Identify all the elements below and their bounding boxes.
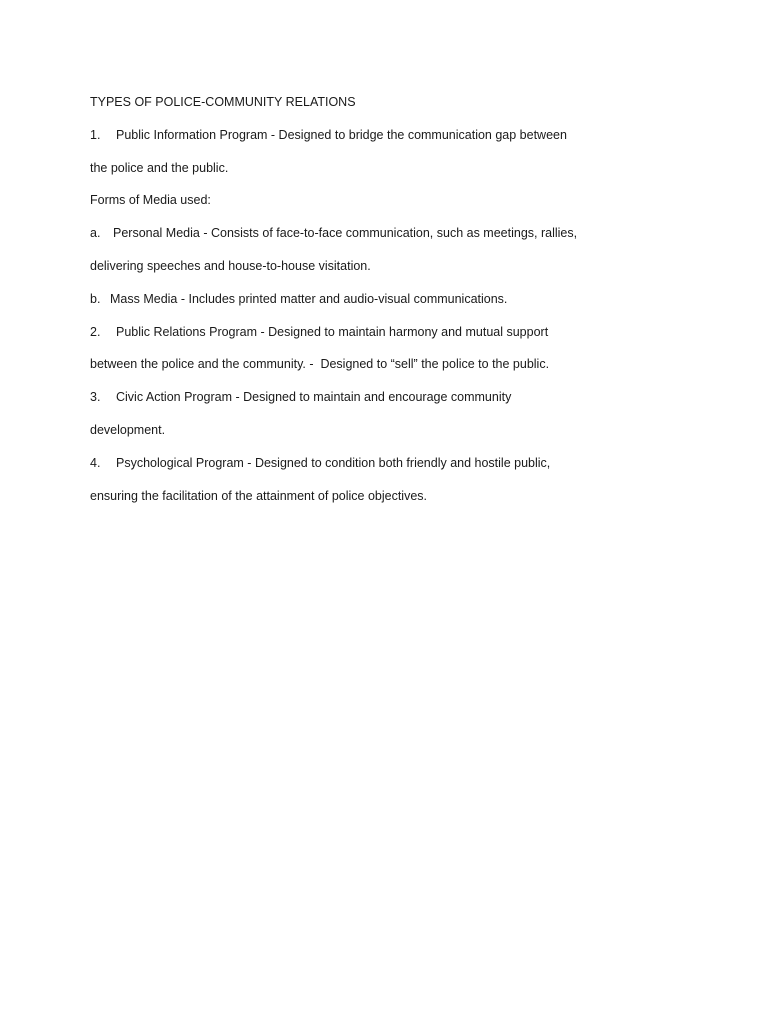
list-item-3-line-1 bbox=[90, 389, 511, 405]
document-title: TYPES OF POLICE-COMMUNITY RELATIONS bbox=[90, 95, 356, 109]
list-marker-4: 4. bbox=[90, 456, 101, 470]
list-item-3-line-2: development. bbox=[90, 423, 166, 437]
list-item-1-line-2: the police and the public. bbox=[90, 161, 229, 175]
list-item-2-line-2: between the police and the community. - Designed to “sell” the police to the public. bbox=[90, 357, 550, 371]
list-item-1-line-1 bbox=[90, 127, 567, 143]
list-marker-3: 3. bbox=[90, 390, 101, 404]
list-item-a-line-1 bbox=[90, 225, 577, 241]
list-item-a-text: Personal Media - Consists of face-to-face communication, such as meetings, rallies, bbox=[113, 226, 578, 240]
list-item-2-text: Public Relations Program - Designed to maintain harmony and mutual support bbox=[116, 325, 549, 339]
list-item-4-text: Psychological Program - Designed to condition both friendly and hostile public, bbox=[116, 456, 551, 470]
list-item-1-text: Public Information Program - Designed to bridge the communication gap between bbox=[116, 128, 567, 142]
list-marker-1: 1. bbox=[90, 128, 101, 142]
list-marker-2: 2. bbox=[90, 325, 101, 339]
list-item-4-line-1 bbox=[90, 455, 550, 471]
list-item-3-text: Civic Action Program - Designed to maintain and encourage community bbox=[116, 390, 512, 404]
list-marker-a: a. bbox=[90, 226, 101, 240]
list-item-a-line-2: delivering speeches and house-to-house visitation. bbox=[90, 259, 371, 273]
list-item-2-line-1 bbox=[90, 324, 548, 340]
forms-heading: Forms of Media used: bbox=[90, 193, 211, 207]
list-item-b-line-1 bbox=[90, 291, 507, 307]
list-item-b-text: Mass Media - Includes printed matter and audio-visual communications. bbox=[110, 292, 508, 306]
list-marker-b: b. bbox=[90, 292, 101, 306]
list-item-4-line-2: ensuring the facilitation of the attainment of police objectives. bbox=[90, 489, 428, 503]
